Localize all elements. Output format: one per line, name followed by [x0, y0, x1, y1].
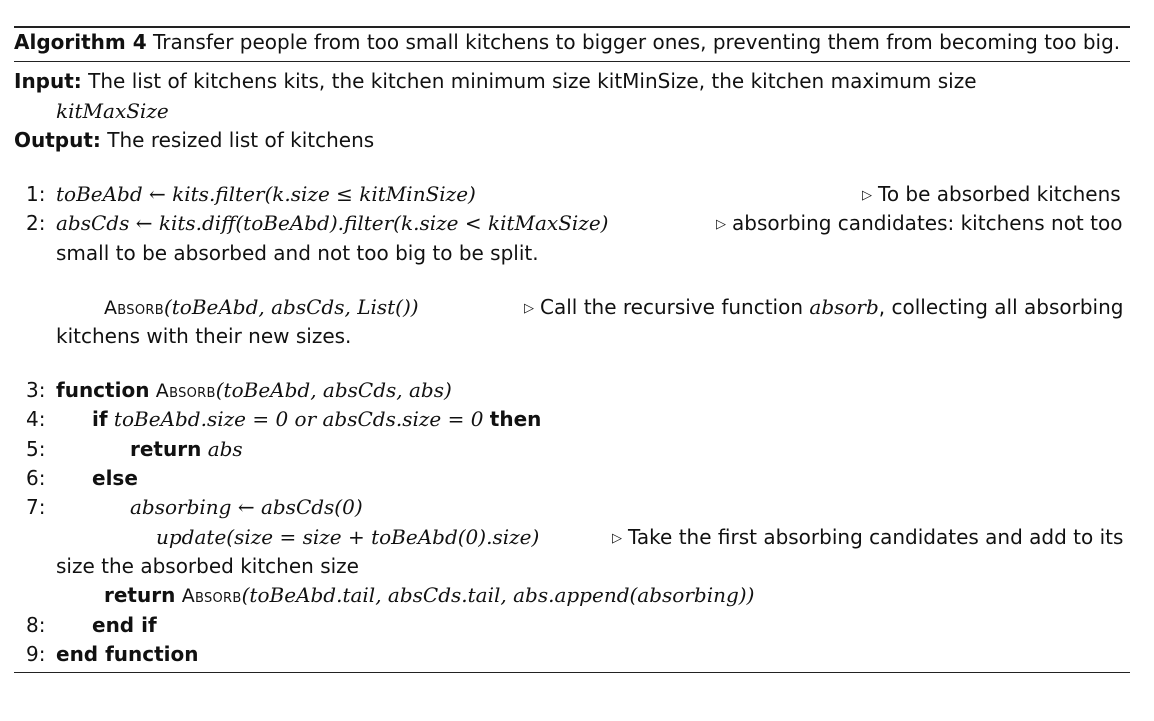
line-number-8: 8: — [26, 613, 46, 637]
absorb-call-args: (toBeAbd, absCds, List()) — [163, 295, 419, 319]
update-comment — [612, 524, 1123, 554]
line-number-1: 1: — [26, 182, 46, 206]
absorb-call-continuation: kitchens with their new sizes. — [56, 324, 352, 348]
end-if-keyword: end if — [92, 613, 157, 637]
function-name: Absorb — [155, 380, 216, 402]
line-2-code: absCds ← kits.diff(toBeAbd).filter(k.size < kitMaxSize) — [56, 211, 609, 235]
update-comment-text: Take the first absorbing candidates and add to its — [628, 525, 1124, 549]
call-comment-b: , collecting all absorbing — [878, 295, 1124, 319]
absorb-call-name: Absorb — [104, 297, 164, 319]
absorb-call — [104, 294, 419, 321]
input-label: Input: — [14, 69, 82, 93]
function-args: (toBeAbd, absCds, abs) — [215, 378, 452, 402]
input-line — [14, 68, 977, 94]
input-continuation: kitMaxSize — [56, 99, 169, 123]
top-rule — [14, 26, 1130, 28]
update-continuation: size the absorbed kitchen size — [56, 554, 359, 578]
comment-triangle-icon: ▷ — [716, 217, 726, 232]
if-keyword: if — [92, 407, 108, 431]
line-1-comment — [862, 181, 1121, 211]
recursive-return-args: (toBeAbd.tail, absCds.tail, abs.append(absorbing)) — [241, 583, 755, 607]
line-number-3: 3: — [26, 378, 46, 402]
update-code: update(size = size + toBeAbd(0).size) — [156, 525, 540, 549]
return-value: abs — [207, 437, 243, 461]
output-text: The resized list of kitchens — [107, 128, 375, 152]
caption-rule — [14, 61, 1130, 62]
comment-triangle-icon: ▷ — [524, 301, 534, 316]
if-condition: toBeAbd.size = 0 or absCds.size = 0 — [113, 407, 484, 431]
line-number-7: 7: — [26, 495, 46, 519]
line-7-code: absorbing ← absCds(0) — [130, 495, 363, 519]
output-line — [14, 127, 374, 153]
algorithm-caption — [14, 29, 1120, 55]
else-keyword: else — [92, 466, 138, 490]
line-2-comment — [716, 210, 1122, 240]
caption-label: Algorithm 4 — [14, 30, 147, 54]
call-comment-a: Call the recursive function — [540, 295, 804, 319]
line-number-4: 4: — [26, 407, 46, 431]
output-label: Output: — [14, 128, 101, 152]
call-comment-fn: absorb — [809, 295, 879, 319]
then-keyword: then — [489, 407, 542, 431]
line-number-5: 5: — [26, 437, 46, 461]
comment-triangle-icon: ▷ — [612, 531, 622, 546]
line-number-2: 2: — [26, 211, 46, 235]
recursive-return-keyword: return — [104, 583, 176, 607]
end-function-keyword: end function — [56, 642, 199, 666]
bottom-rule — [14, 672, 1130, 673]
return-keyword: return — [130, 437, 202, 461]
input-text: The list of kitchens kits, the kitchen minimum size kitMinSize, the kitchen maximum size — [88, 69, 977, 93]
line-4-if — [92, 406, 541, 432]
comment-triangle-icon: ▷ — [862, 188, 872, 203]
line-5-return — [130, 436, 243, 462]
line-2-continuation: small to be absorbed and not too big to be split. — [56, 241, 539, 265]
line-3-function-def — [56, 377, 452, 404]
line-2-comment-text: absorbing candidates: kitchens not too — [732, 211, 1123, 235]
function-keyword: function — [56, 378, 150, 402]
recursive-return-name: Absorb — [181, 585, 242, 607]
recursive-return — [104, 582, 754, 609]
line-number-6: 6: — [26, 466, 46, 490]
line-1-code: toBeAbd ← kits.filter(k.size ≤ kitMinSize) — [56, 182, 476, 206]
absorb-call-comment — [524, 294, 1123, 324]
caption-text: Transfer people from too small kitchens to bigger ones, preventing them from becoming too big. — [153, 30, 1121, 54]
line-1-comment-text: To be absorbed kitchens — [878, 182, 1121, 206]
line-number-9: 9: — [26, 642, 46, 666]
